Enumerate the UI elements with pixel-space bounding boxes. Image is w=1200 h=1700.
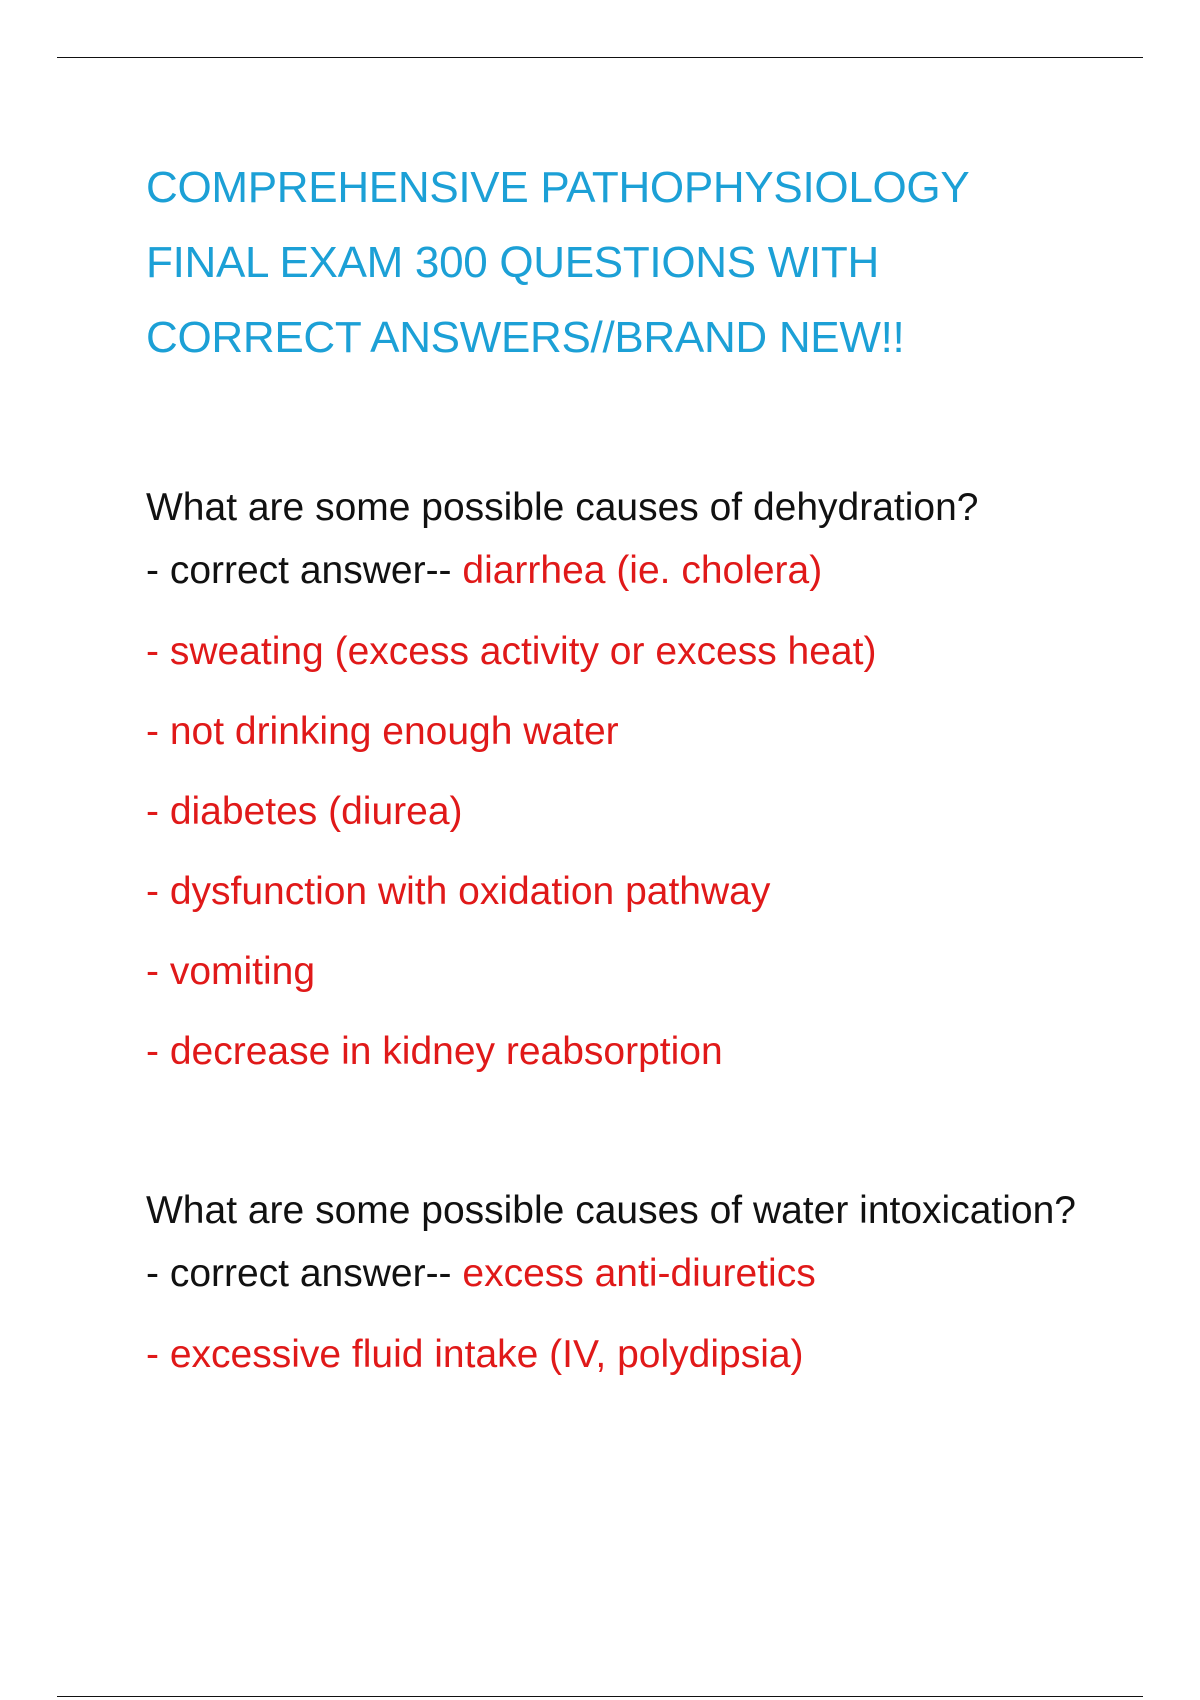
answer-item: - sweating (excess activity or excess heat) [146,630,877,673]
question-2-paragraph [146,1179,1096,1305]
answer-item: - dysfunction with oxidation pathway [146,870,771,913]
document-title [146,150,1096,375]
question-1-first-answer: diarrhea (ie. cholera) [462,549,823,592]
question-block-2 [146,1179,1096,1395]
answer-item: - not drinking enough water [146,710,619,753]
question-2-text: What are some possible causes of water intoxication? [146,1189,1076,1232]
answer-item: - vomiting [146,950,316,993]
answer-item: - excessive fluid intake (IV, polydipsia) [146,1333,804,1376]
footer-rule [57,1696,1143,1697]
answer-item: - decrease in kidney reabsorption [146,1030,723,1073]
question-2-first-answer: excess anti-diuretics [462,1252,816,1295]
title-line-1: COMPREHENSIVE PATHOPHYSIOLOGY [146,163,970,212]
question-1-answer-list [146,612,1096,1092]
question-block-1 [146,476,1096,1092]
question-1-paragraph [146,476,1096,602]
question-1-answer-prefix: - correct answer-- [146,549,452,592]
title-line-2: FINAL EXAM 300 QUESTIONS WITH [146,238,879,287]
header-rule [57,57,1143,58]
question-2-answer-list [146,1315,1096,1395]
question-1-text: What are some possible causes of dehydration? [146,486,979,529]
question-2-answer-prefix: - correct answer-- [146,1252,452,1295]
title-line-3: CORRECT ANSWERS//BRAND NEW!! [146,313,905,362]
answer-item: - diabetes (diurea) [146,790,463,833]
